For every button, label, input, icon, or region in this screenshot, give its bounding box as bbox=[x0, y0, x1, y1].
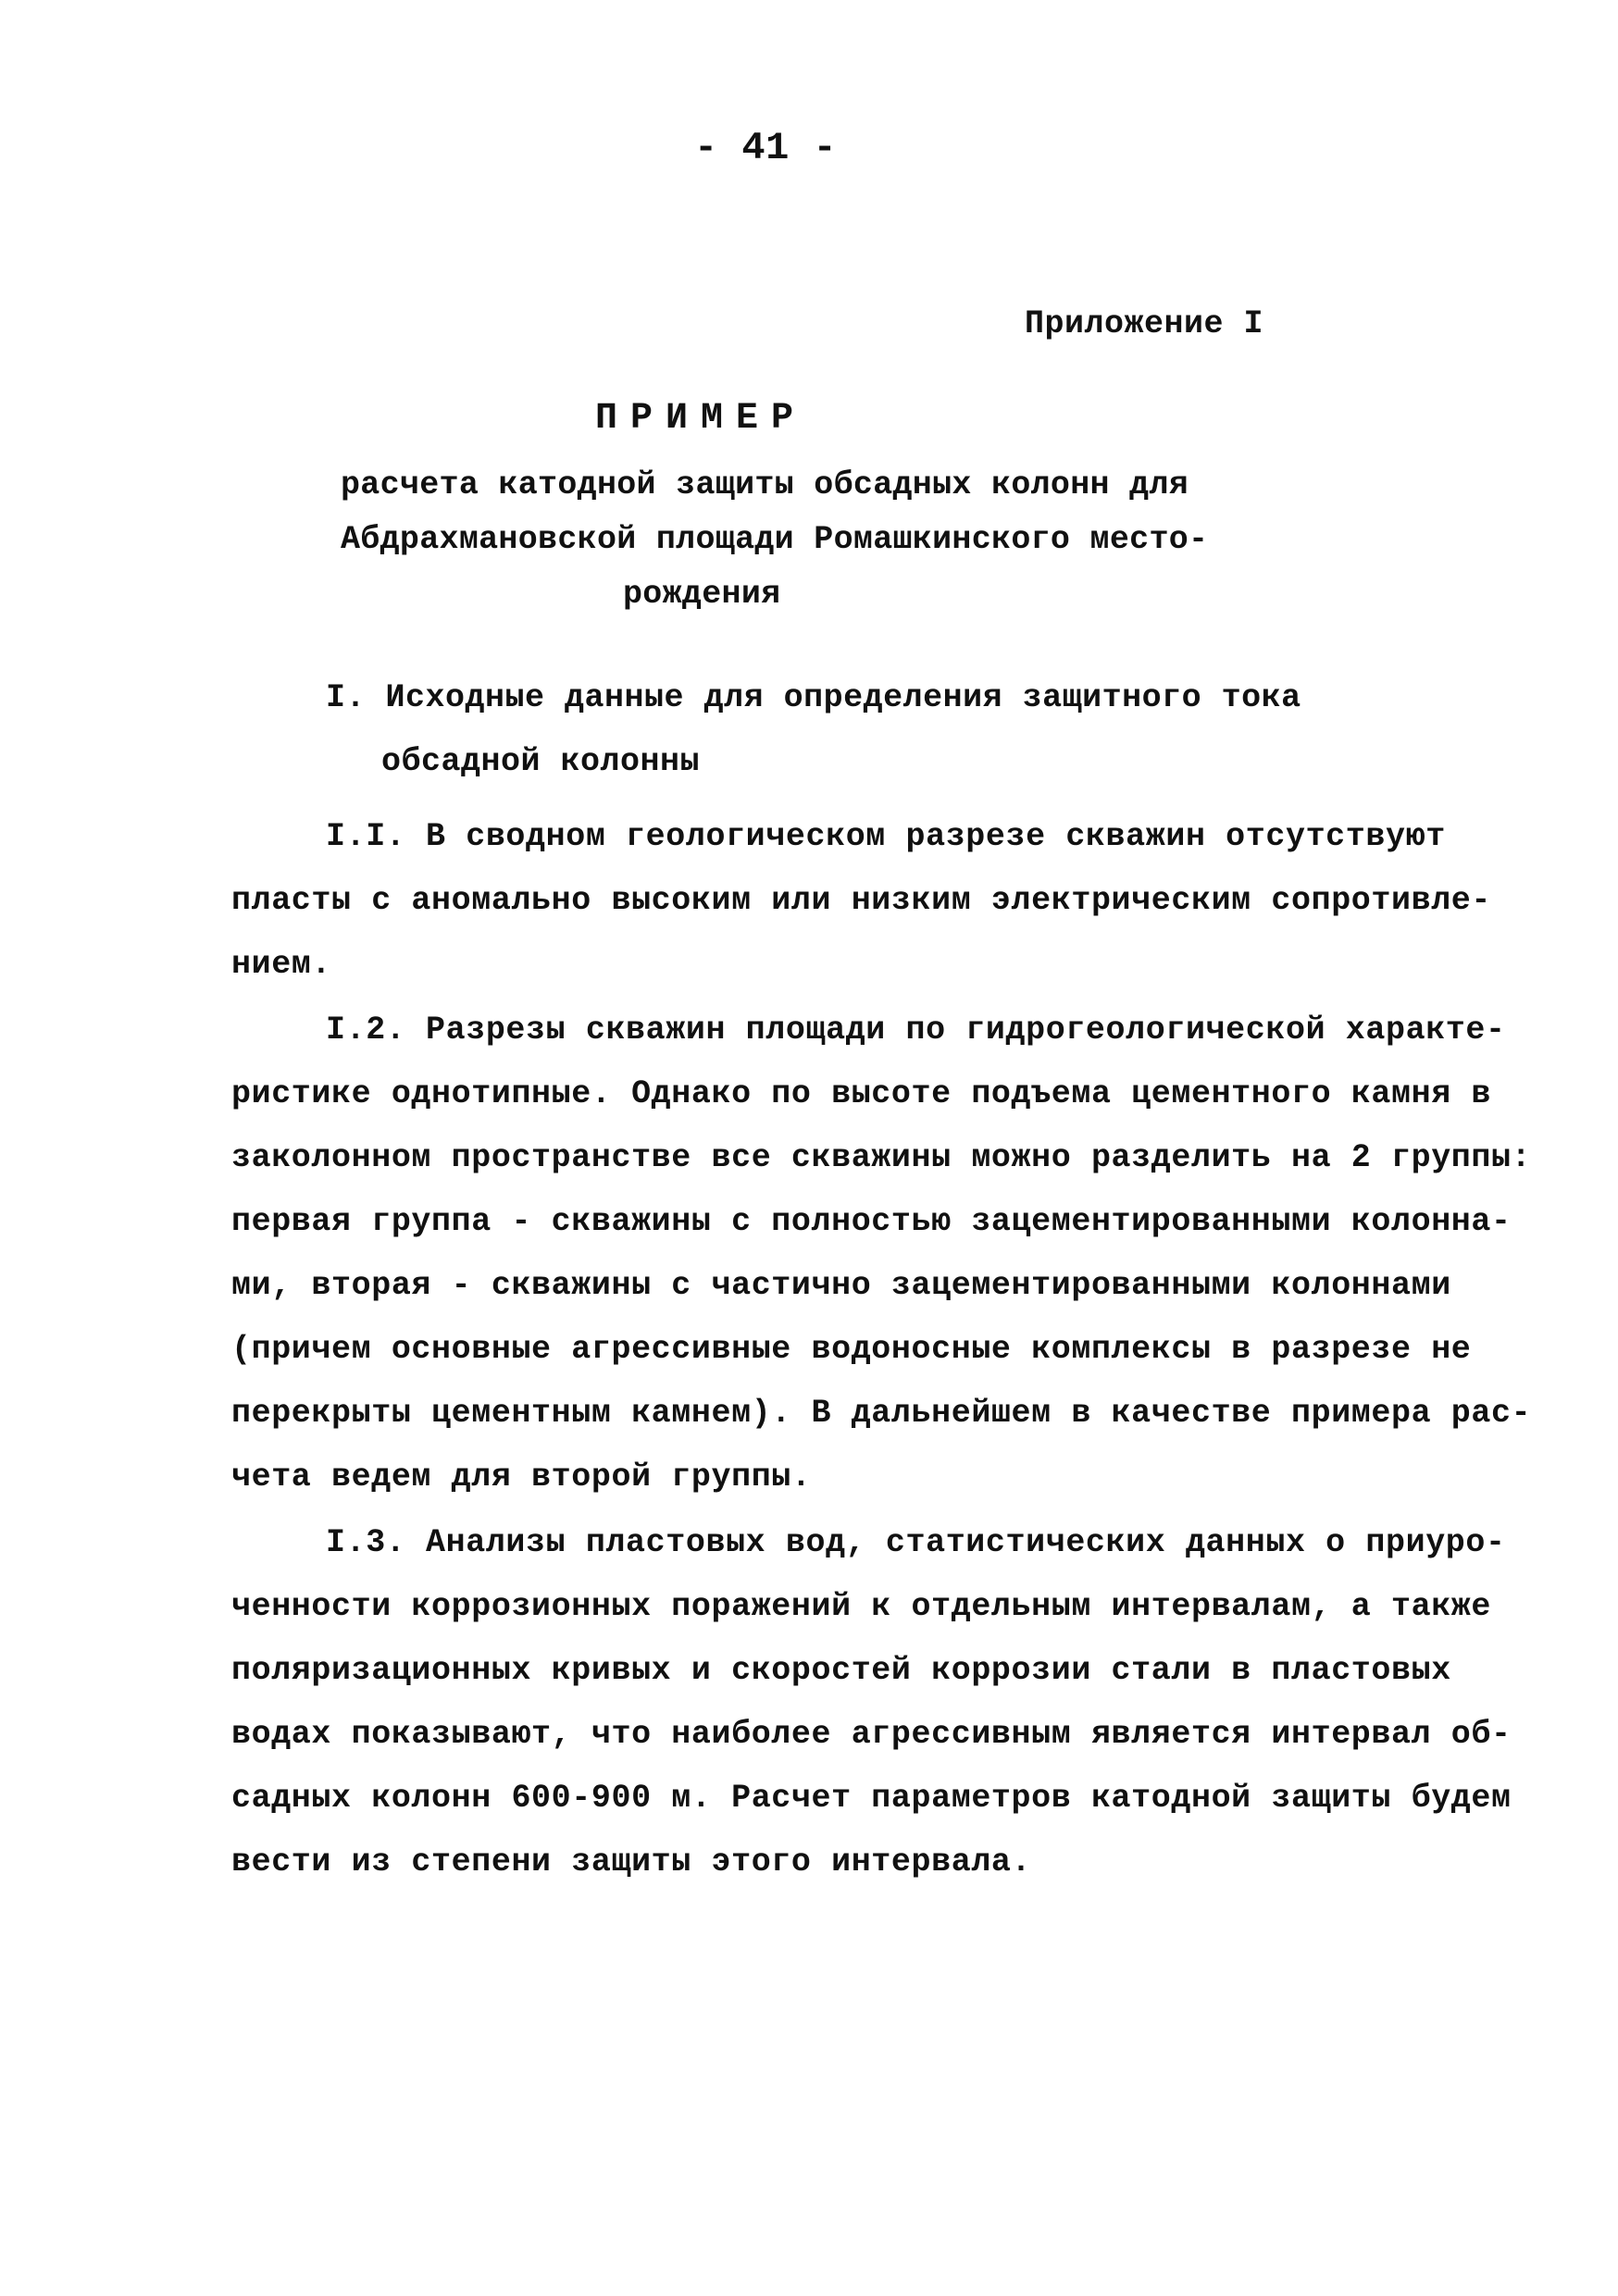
paragraph-line: садных колонн 600-900 м. Расчет параметров катодной защиты будем bbox=[231, 1780, 1512, 1817]
paragraph-line: поляризационных кривых и скоростей коррозии стали в пластовых bbox=[231, 1652, 1451, 1689]
paragraph-line: ристике однотипные. Однако по высоте подъема цементного камня в bbox=[231, 1075, 1492, 1112]
page-number: - 41 - bbox=[694, 126, 838, 170]
paragraph-line: I.2. Разрезы скважин площади по гидрогеологической характе- bbox=[326, 1011, 1506, 1049]
paragraph-line: перекрыты цементным камнем). В дальнейшем в качестве примера рас- bbox=[231, 1395, 1532, 1432]
paragraph-line: вести из степени защиты этого интервала. bbox=[231, 1843, 1032, 1880]
subtitle-line: расчета катодной защиты обсадных колонн для bbox=[341, 466, 1189, 503]
subtitle-line: Абдрахмановской площади Ромашкинского место- bbox=[341, 521, 1209, 558]
section-heading: I. Исходные данные для определения защитного тока bbox=[326, 679, 1301, 716]
paragraph-line: I.I. В сводном геологическом разрезе скважин отсутствуют bbox=[326, 818, 1446, 855]
paragraph-line: заколонном пространстве все скважины можно разделить на 2 группы: bbox=[231, 1139, 1532, 1176]
appendix-label: Приложение I bbox=[1025, 305, 1264, 342]
paragraph-line: пласты с аномально высоким или низким электрическим сопротивле- bbox=[231, 882, 1492, 919]
paragraph-line: ченности коррозионных поражений к отдельным интервалам, а также bbox=[231, 1588, 1492, 1625]
section-heading: обсадной колонны bbox=[381, 743, 701, 780]
paragraph-line: ми, вторая - скважины с частично зацементированными колоннами bbox=[231, 1267, 1451, 1304]
paragraph-line: I.3. Анализы пластовых вод, статистических данных о приуро- bbox=[326, 1524, 1506, 1561]
paragraph-line: первая группа - скважины с полностью зацементированными колонна- bbox=[231, 1203, 1512, 1240]
paragraph-line: чета ведем для второй группы. bbox=[231, 1458, 812, 1496]
paragraph-line: водах показывают, что наиболее агрессивным является интервал об- bbox=[231, 1716, 1512, 1753]
paragraph-line: нием. bbox=[231, 946, 332, 983]
document-title: ПРИМЕР bbox=[595, 398, 807, 440]
subtitle-line: рождения bbox=[623, 576, 781, 613]
paragraph-line: (причем основные агрессивные водоносные комплексы в разрезе не bbox=[231, 1331, 1472, 1368]
